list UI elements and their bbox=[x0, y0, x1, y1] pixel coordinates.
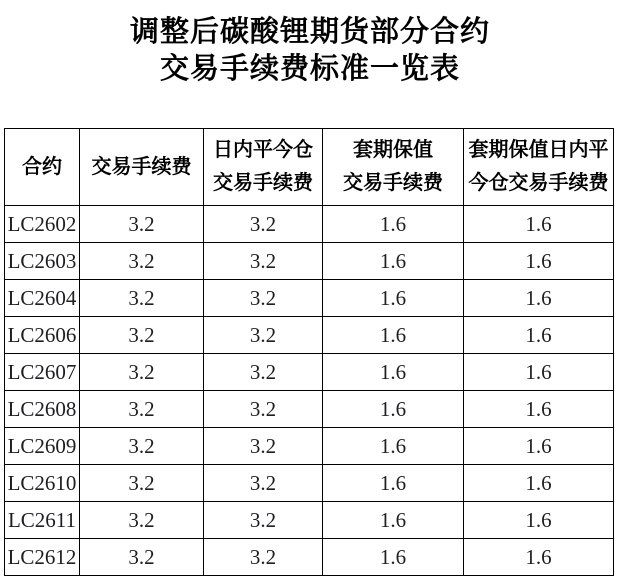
fee-cell: 1.6 bbox=[323, 502, 464, 539]
fee-cell: 1.6 bbox=[464, 391, 614, 428]
column-header-line: 日内平今仓 bbox=[213, 139, 313, 161]
fee-cell: 3.2 bbox=[204, 391, 323, 428]
fee-cell: 1.6 bbox=[464, 317, 614, 354]
fee-cell: 1.6 bbox=[323, 465, 464, 502]
contract-cell: LC2603 bbox=[5, 243, 80, 280]
contract-cell: LC2612 bbox=[5, 539, 80, 576]
table-row bbox=[5, 317, 614, 354]
table-row bbox=[5, 391, 614, 428]
fee-cell: 3.2 bbox=[204, 280, 323, 317]
fee-table bbox=[4, 128, 614, 576]
column-header-line: 交易手续费 bbox=[343, 172, 443, 194]
contract-cell: LC2606 bbox=[5, 317, 80, 354]
fee-cell: 3.2 bbox=[204, 354, 323, 391]
fee-cell: 3.2 bbox=[80, 243, 204, 280]
column-header-line: 套期保值 bbox=[353, 139, 433, 161]
page-title-line-1: 调整后碳酸锂期货部分合约 bbox=[129, 16, 490, 48]
table-row bbox=[5, 243, 614, 280]
fee-cell: 1.6 bbox=[323, 280, 464, 317]
fee-cell: 3.2 bbox=[204, 317, 323, 354]
fee-cell: 3.2 bbox=[204, 428, 323, 465]
fee-cell: 3.2 bbox=[80, 354, 204, 391]
fee-cell: 3.2 bbox=[80, 391, 204, 428]
page-title-line-2: 交易手续费标准一览表 bbox=[159, 53, 460, 85]
fee-cell: 1.6 bbox=[464, 539, 614, 576]
contract-cell: LC2608 bbox=[5, 391, 80, 428]
fee-cell: 1.6 bbox=[464, 206, 614, 243]
table-row bbox=[5, 428, 614, 465]
column-header-4 bbox=[323, 129, 464, 206]
fee-cell: 3.2 bbox=[204, 502, 323, 539]
fee-cell: 1.6 bbox=[464, 243, 614, 280]
contract-cell: LC2607 bbox=[5, 354, 80, 391]
table-row bbox=[5, 280, 614, 317]
column-header-line: 交易手续费 bbox=[213, 172, 313, 194]
column-header-line: 套期保值日内平 bbox=[468, 139, 609, 161]
column-header-3 bbox=[204, 129, 323, 206]
fee-cell: 3.2 bbox=[204, 206, 323, 243]
fee-cell: 3.2 bbox=[80, 317, 204, 354]
fee-cell: 1.6 bbox=[464, 354, 614, 391]
fee-cell: 3.2 bbox=[80, 465, 204, 502]
fee-cell: 3.2 bbox=[80, 502, 204, 539]
table-row bbox=[5, 465, 614, 502]
table-row bbox=[5, 206, 614, 243]
contract-cell: LC2609 bbox=[5, 428, 80, 465]
fee-cell: 1.6 bbox=[323, 206, 464, 243]
fee-cell: 1.6 bbox=[464, 502, 614, 539]
contract-cell: LC2602 bbox=[5, 206, 80, 243]
table-row bbox=[5, 502, 614, 539]
column-header-line: 合约 bbox=[22, 155, 62, 178]
fee-cell: 1.6 bbox=[464, 465, 614, 502]
fee-cell: 3.2 bbox=[80, 206, 204, 243]
page-title bbox=[0, 14, 620, 88]
fee-cell: 3.2 bbox=[204, 539, 323, 576]
table-row bbox=[5, 354, 614, 391]
fee-table-header bbox=[5, 129, 614, 206]
fee-cell: 1.6 bbox=[464, 428, 614, 465]
fee-cell: 3.2 bbox=[80, 539, 204, 576]
column-header-line: 交易手续费 bbox=[91, 155, 192, 178]
column-header-5 bbox=[464, 129, 614, 206]
contract-cell: LC2610 bbox=[5, 465, 80, 502]
fee-cell: 1.6 bbox=[323, 391, 464, 428]
contract-cell: LC2604 bbox=[5, 280, 80, 317]
fee-cell: 3.2 bbox=[80, 428, 204, 465]
fee-cell: 1.6 bbox=[323, 354, 464, 391]
column-header-line: 今仓交易手续费 bbox=[468, 172, 609, 194]
fee-cell: 1.6 bbox=[464, 280, 614, 317]
fee-cell: 1.6 bbox=[323, 428, 464, 465]
table-row bbox=[5, 539, 614, 576]
column-header-1 bbox=[5, 129, 80, 206]
fee-cell: 3.2 bbox=[204, 465, 323, 502]
fee-cell: 1.6 bbox=[323, 243, 464, 280]
header-row bbox=[5, 129, 614, 206]
fee-cell: 3.2 bbox=[204, 243, 323, 280]
fee-cell: 3.2 bbox=[80, 280, 204, 317]
column-header-2 bbox=[80, 129, 204, 206]
fee-table-body bbox=[5, 206, 614, 576]
fee-cell: 1.6 bbox=[323, 317, 464, 354]
contract-cell: LC2611 bbox=[5, 502, 80, 539]
fee-cell: 1.6 bbox=[323, 539, 464, 576]
